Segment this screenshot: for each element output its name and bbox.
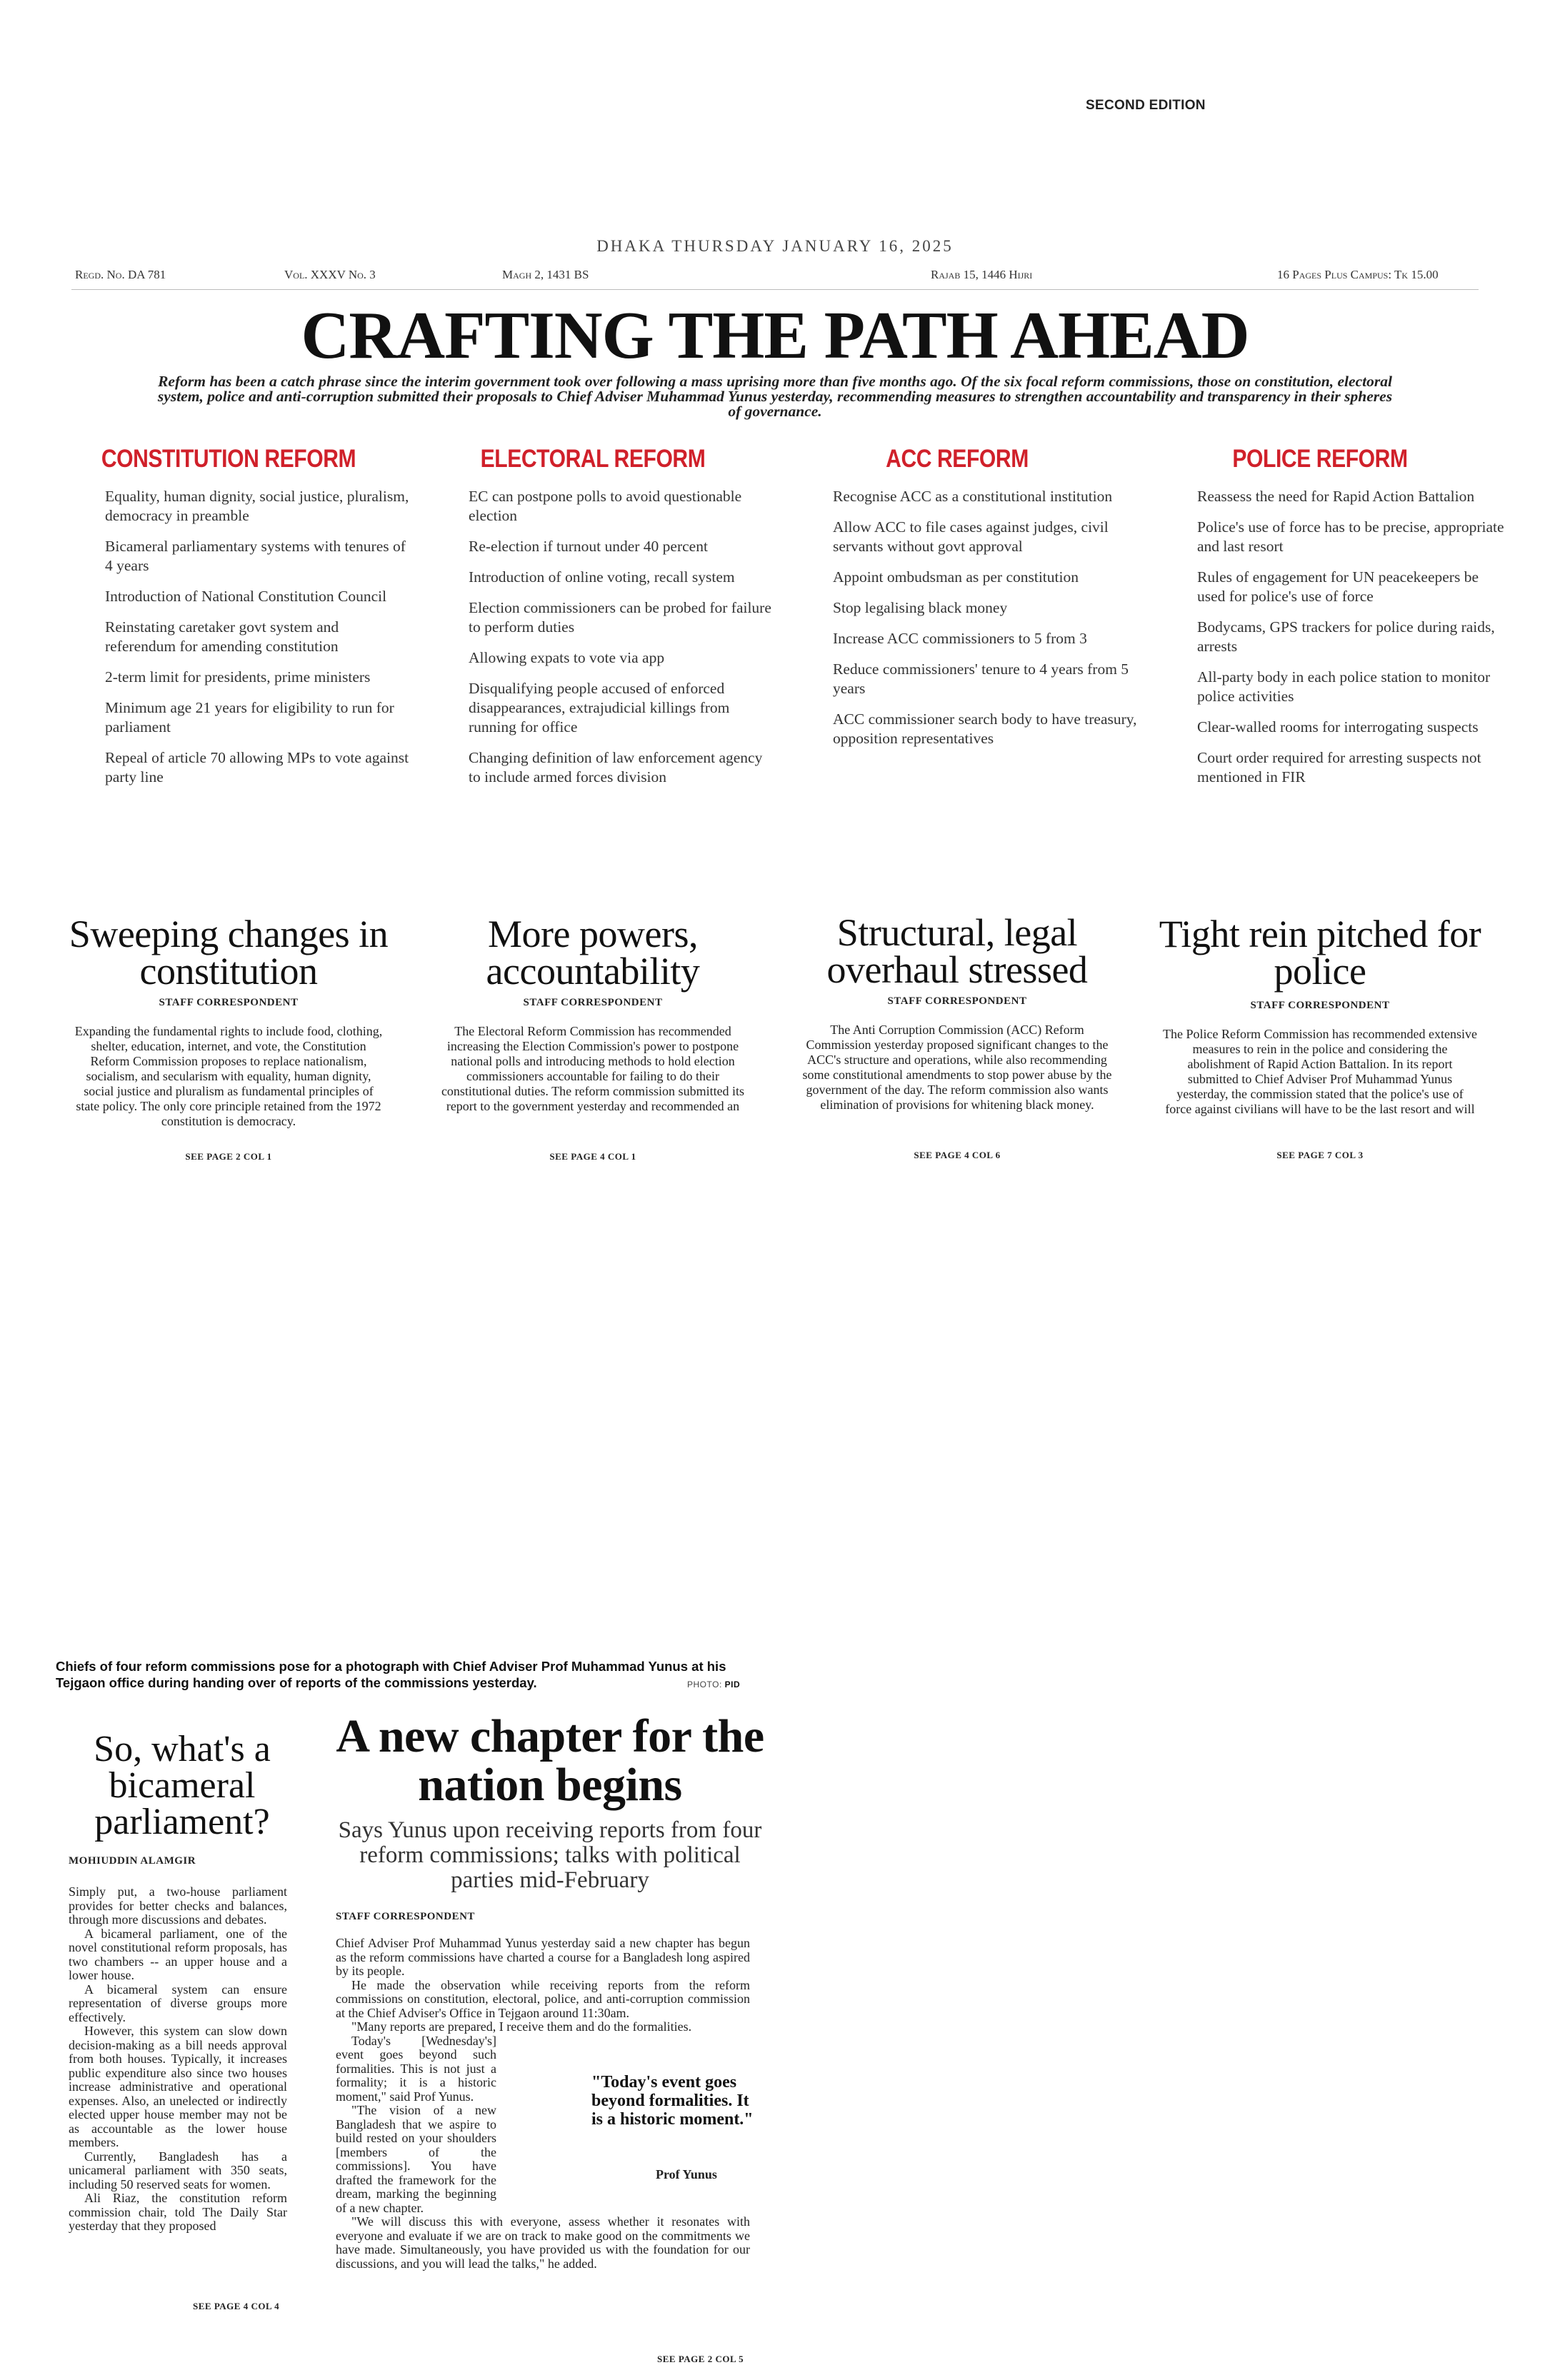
list-item: EC can postpone polls to avoid questionable election xyxy=(469,488,742,524)
list-item: Allowing expats to vote via app xyxy=(469,649,665,666)
constitution-byline: STAFF CORRESPONDENT xyxy=(159,997,299,1008)
constitution-points xyxy=(105,487,412,798)
volume-number: Vol. XXXV No. 3 xyxy=(284,268,376,281)
constitution-story-title: Sweeping changes in constitution xyxy=(69,913,389,993)
photo-credit-source: PID xyxy=(724,1679,741,1689)
list-item: Introduction of online voting, recall system xyxy=(469,568,735,586)
list-item: Increase ACC commissioners to 5 from 3 xyxy=(833,630,1087,647)
list-item: Court order required for arresting suspects not mentioned in FIR xyxy=(1197,749,1481,785)
paragraph: Ali Riaz, the constitution reform commission chair, told The Daily Star yesterday that they proposed xyxy=(69,2191,287,2233)
hijri-date: Rajab 15, 1446 Hijri xyxy=(931,268,1033,281)
electoral-story-body: The Electoral Reform Commission has recommended increasing the Election Commission's power to postpone national polls and introducing methods to hold election commissioners accountable for failing to do their constitutional duties. The reform commission submitted its report to the government yesterday and recommended an xyxy=(441,1024,745,1113)
bicameral-byline: MOHIUDDIN ALAMGIR xyxy=(69,1855,196,1867)
acc-points xyxy=(833,487,1140,760)
list-item: Changing definition of law enforcement agency to include armed forces division xyxy=(469,749,763,785)
paragraph: "We will discuss this with everyone, assess whether it resonates with everyone and evaluate if we are on track to make good on the commitments we have made. Simultaneously, you have provided us with the foundation for our discussions, and you will lead the talks," he added. xyxy=(336,2214,750,2271)
acc-byline: STAFF CORRESPONDENT xyxy=(887,995,1027,1007)
page-headline: CRAFTING THE PATH AHEAD xyxy=(301,298,1249,373)
regd-number: Regd. No. DA 781 xyxy=(75,268,166,281)
photo-caption: Chiefs of four reform commissions pose for a photograph with Chief Adviser Prof Muhammad Yunus at his Tejgaon office during handing over of reports of the commissions yesterday. xyxy=(56,1659,726,1690)
constitution-story-body: Expanding the fundamental rights to include food, clothing, shelter, education, internet, and vote, the Constitution Reform Commission proposes to replace nationalism, socialism, and secularism with equality, human dignity, social justice and pluralism as fundamental principles of state policy. The only core principle retained from the 1972 constitution is democracy. xyxy=(74,1024,383,1128)
main-story-deck: Says Yunus upon receiving reports from four reform commissions; talks with political parties mid-February xyxy=(338,1817,762,1893)
paragraph: Chief Adviser Prof Muhammad Yunus yesterday said a new chapter has begun as the reform commissions have charted a course for a Bangladesh long aspired by its people. xyxy=(336,1936,750,1978)
list-item: Reinstating caretaker govt system and referendum for amending constitution xyxy=(105,618,339,655)
list-item: Police's use of force has to be precise, appropriate and last resort xyxy=(1197,518,1504,555)
list-item: All-party body in each police station to monitor police activities xyxy=(1197,668,1491,705)
paragraph: Currently, Bangladesh has a unicameral parliament with 350 seats, including 50 reserved seats for women. xyxy=(69,2149,287,2191)
dateline: DHAKA THURSDAY JANUARY 16, 2025 xyxy=(596,237,954,255)
main-story-byline: STAFF CORRESPONDENT xyxy=(336,1911,475,1922)
main-story-title: A new chapter for the nation begins xyxy=(336,1710,764,1811)
list-item: Election commissioners can be probed for failure to perform duties xyxy=(469,599,771,636)
police-byline: STAFF CORRESPONDENT xyxy=(1250,1000,1390,1011)
list-item: 2-term limit for presidents, prime ministers xyxy=(105,668,371,686)
paragraph: A bicameral parliament, one of the novel constitutional reform proposals, has two chambers -- an upper house and a lower house. xyxy=(69,1926,287,1982)
list-item: Re-election if turnout under 40 percent xyxy=(469,538,708,555)
list-item: Bodycams, GPS trackers for police during raids, arrests xyxy=(1197,618,1495,655)
electoral-byline: STAFF CORRESPONDENT xyxy=(523,997,663,1008)
list-item: Equality, human dignity, social justice, pluralism, democracy in preamble xyxy=(105,488,409,524)
masthead-rule xyxy=(71,289,1479,290)
paragraph: However, this system can slow down decision-making as a bill needs approval from both houses. Typically, it increases public expenditure also since two houses increase administrative and operational expenses. Also, an unelected or indirectly elected upper house member may not be as accountable as the lower house members. xyxy=(69,2024,287,2149)
constitution-continuation: SEE PAGE 2 COL 1 xyxy=(185,1151,272,1162)
bicameral-title: So, what's a bicameral parliament? xyxy=(94,1729,271,1842)
list-item: Clear-walled rooms for interrogating suspects xyxy=(1197,718,1479,735)
police-reform-heading: POLICE REFORM xyxy=(1232,445,1408,473)
acc-story-title: Structural, legal overhaul stressed xyxy=(826,911,1088,991)
photo-credit xyxy=(687,1679,740,1689)
acc-story-body: The Anti Corruption Commission (ACC) Reform Commission yesterday proposed significant changes to the ACC's structure and operations, while also recommending some constitutional amendments to stop power abuse by the government of the day. The reform commission also wants elimination of provisions for whitening black money. xyxy=(802,1023,1112,1112)
list-item: Minimum age 21 years for eligibility to run for parliament xyxy=(105,699,394,735)
list-item: Reduce commissioners' tenure to 4 years from 5 years xyxy=(833,661,1129,697)
list-item: Rules of engagement for UN peacekeepers be used for police's use of force xyxy=(1197,568,1479,605)
police-continuation: SEE PAGE 7 COL 3 xyxy=(1276,1150,1364,1160)
acc-reform-heading: ACC REFORM xyxy=(886,445,1029,473)
pull-quote-attribution: Prof Yunus xyxy=(656,2167,717,2181)
police-points xyxy=(1197,487,1504,798)
paragraph: Today's [Wednesday's] event goes beyond such formalities. This is not just a formality; it is a historic moment," said Prof Yunus. xyxy=(336,2033,496,2104)
list-item: Reassess the need for Rapid Action Battalion xyxy=(1197,488,1475,505)
list-item: Introduction of National Constitution Council xyxy=(105,588,387,605)
bangla-date: Magh 2, 1431 BS xyxy=(502,268,589,281)
paragraph: "Many reports are prepared, I receive them and do the formalities. xyxy=(351,2019,692,2034)
electoral-reform-heading: ELECTORAL REFORM xyxy=(480,445,706,473)
paragraph: "The vision of a new Bangladesh that we aspire to build rested on your shoulders [members of the commissions]. You have drafted the framework for the dream, marking the beginning of a new chapter. xyxy=(336,2103,496,2215)
electoral-story-title: More powers, accountability xyxy=(486,913,700,993)
list-item: Allow ACC to file cases against judges, civil servants without govt approval xyxy=(833,518,1109,555)
headline-deck: Reform has been a catch phrase since the interim government took over following a mass uprising more than five months ago. Of the six focal reform commissions, those on constitution, electoral system, police and anti-corruption submitted their proposals to Chief Adviser Muhammad Yunus yesterday, recommending measures to strengthen accountability and transparency in their spheres of governance. xyxy=(157,373,1393,420)
pull-quote: "Today's event goes beyond formalities. It is a historic moment." xyxy=(591,2073,754,2129)
acc-continuation: SEE PAGE 4 COL 6 xyxy=(914,1150,1001,1160)
list-item: ACC commissioner search body to have treasury, opposition representatives xyxy=(833,711,1137,747)
price-info: 16 Pages Plus Campus: Tk 15.00 xyxy=(1277,268,1439,281)
edition-label: SECOND EDITION xyxy=(1086,98,1206,113)
list-item: Stop legalising black money xyxy=(833,599,1008,616)
list-item: Appoint ombudsman as per constitution xyxy=(833,568,1079,586)
constitution-reform-heading: CONSTITUTION REFORM xyxy=(101,445,356,473)
electoral-points xyxy=(469,487,776,798)
list-item: Repeal of article 70 allowing MPs to vote against party line xyxy=(105,749,409,785)
police-story-body: The Police Reform Commission has recommended extensive measures to rein in the police and considering the abolishment of Rapid Action Battalion. In its report submitted to Chief Adviser Prof Muhammad Yunus yesterday, the commission stated that the police's use of force against civilians will have to be the last resort and will xyxy=(1163,1027,1477,1116)
paragraph: He made the observation while receiving reports from the reform commissions on constitution, electoral, police, and anti-corruption commission at the Chief Adviser's Office in Tejgaon around 11:30am. xyxy=(336,1977,750,2020)
bicameral-continuation: SEE PAGE 4 COL 4 xyxy=(193,2301,280,2311)
electoral-continuation: SEE PAGE 4 COL 1 xyxy=(549,1151,636,1162)
list-item: Recognise ACC as a constitutional institution xyxy=(833,488,1113,505)
list-item: Bicameral parliamentary systems with tenures of 4 years xyxy=(105,538,406,574)
photo-credit-label: PHOTO: xyxy=(687,1679,722,1689)
paragraph: A bicameral system can ensure representation of diverse groups more effectively. xyxy=(69,1982,287,2024)
bicameral-body xyxy=(69,1885,287,2234)
paragraph: Simply put, a two-house parliament provides for better checks and balances, through more discussions and debates. xyxy=(69,1884,287,1927)
police-story-title: Tight rein pitched for police xyxy=(1159,913,1481,993)
main-story-continuation: SEE PAGE 2 COL 5 xyxy=(657,2354,744,2364)
list-item: Disqualifying people accused of enforced disappearances, extrajudicial killings from running for office xyxy=(469,680,730,735)
